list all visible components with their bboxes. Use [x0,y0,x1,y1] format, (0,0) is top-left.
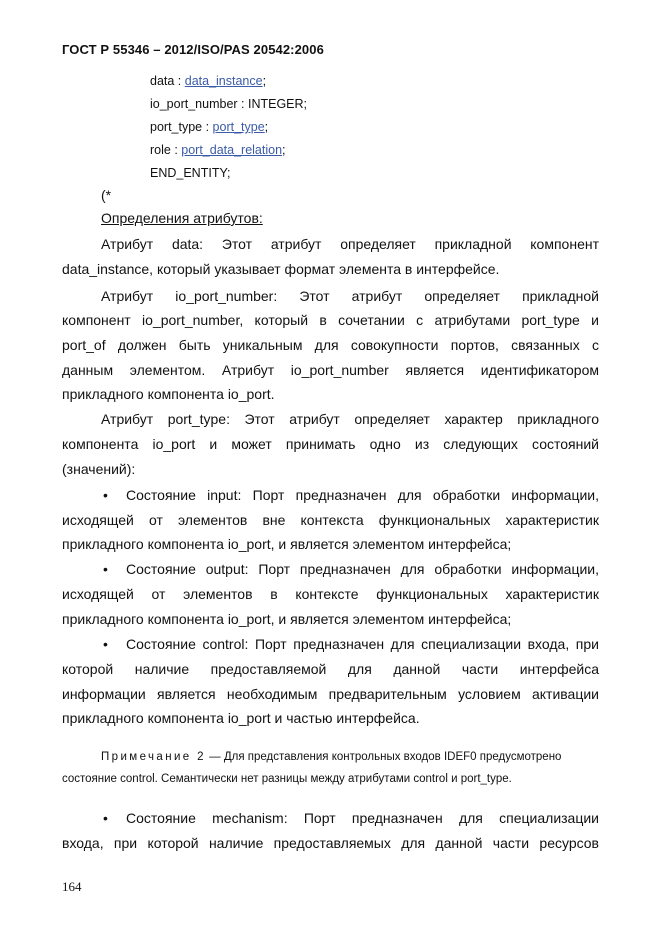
bullet-icon: • [103,487,108,503]
list-item-line: прикладного компонента io_port, и является элементом интерфейса; [62,536,512,552]
bullet-icon: • [103,810,108,826]
note-line: состояние control. Семантически нет разницы между атрибутами control и port_type. [62,773,512,785]
link-port-data-relation[interactable]: port_data_relation [181,143,283,157]
code-text: ; [264,120,269,134]
list-item-line: прикладного компонента io_port и частью интерфейса. [62,710,420,726]
paragraph-line: данным элементом. Атрибут io_port_number является идентификатором [62,362,599,378]
code-line-port-type [150,116,268,139]
code-line-end-entity: END_ENTITY; [150,166,231,180]
paragraph-line: port_of должен быть уникальным для совокупности портов, связанных с [62,337,599,353]
list-item-line: прикладного компонента io_port, и является элементом интерфейса; [62,611,512,627]
note-text: Для представления контрольных входов IDEF0 предусмотрено [223,751,562,763]
bullet-icon: • [103,636,108,652]
paragraph-line: Атрибут data: Этот атрибут определяет прикладной компонент [101,236,599,252]
list-item-line: Состояние input: Порт предназначен для обработки информации, [126,487,599,503]
list-item-line: исходящей от элементов в контексте функциональных характеристик [62,586,599,602]
list-item-line: Состояние output: Порт предназначен для обработки информации, [126,561,599,577]
code-line-data [150,70,266,93]
paragraph-line: компонента io_port и может принимать одно из следующих состояний [62,436,599,452]
page-header: ГОСТ Р 55346 – 2012/ISO/PAS 20542:2006 [62,42,324,57]
code-text: port_type : [150,120,213,134]
paragraph-line: Атрибут io_port_number: Этот атрибут определяет прикладной [101,288,599,304]
paragraph-line: прикладного компонента io_port. [62,386,275,402]
list-item-line: Состояние control: Порт предназначен для специализации входа, при [126,636,599,652]
list-item-line: Состояние mechanism: Порт предназначен для специализации [126,810,599,826]
page-number: 164 [62,879,82,894]
code-line-io-port-number: io_port_number : INTEGER; [150,97,308,111]
comment-open: (* [101,187,112,203]
paragraph-line: data_instance, который указывает формат элемента в интерфейсе. [62,261,500,277]
note-title: Примечание 2 [101,751,206,763]
link-data-instance[interactable]: data_instance [184,74,263,88]
list-item-line: которой наличие предоставляемой для данной части интерфейса [62,661,599,677]
code-line-role [150,139,286,162]
code-text: ; [262,74,267,88]
note-line [101,751,561,763]
list-item-line: входа, при которой наличие предоставляемых для данной части ресурсов [62,835,599,851]
paragraph-line: Атрибут port_type: Этот атрибут определяет характер прикладного [101,411,599,427]
list-item-line: исходящей от элементов вне контекста функциональных характеристик [62,512,599,528]
list-item-line: информации является необходимым предварительным условием активации [62,686,599,702]
note-dash: — [205,751,224,763]
code-text: data : [150,74,185,88]
paragraph-line: (значений): [62,461,136,477]
code-text: ; [282,143,286,157]
bullet-icon: • [103,561,108,577]
code-text: role : [150,143,182,157]
section-heading: Определения атрибутов: [101,210,263,226]
link-port-type[interactable]: port_type [212,120,265,134]
paragraph-line: компонент io_port_number, который в сочетании с атрибутами port_type и [62,312,599,328]
